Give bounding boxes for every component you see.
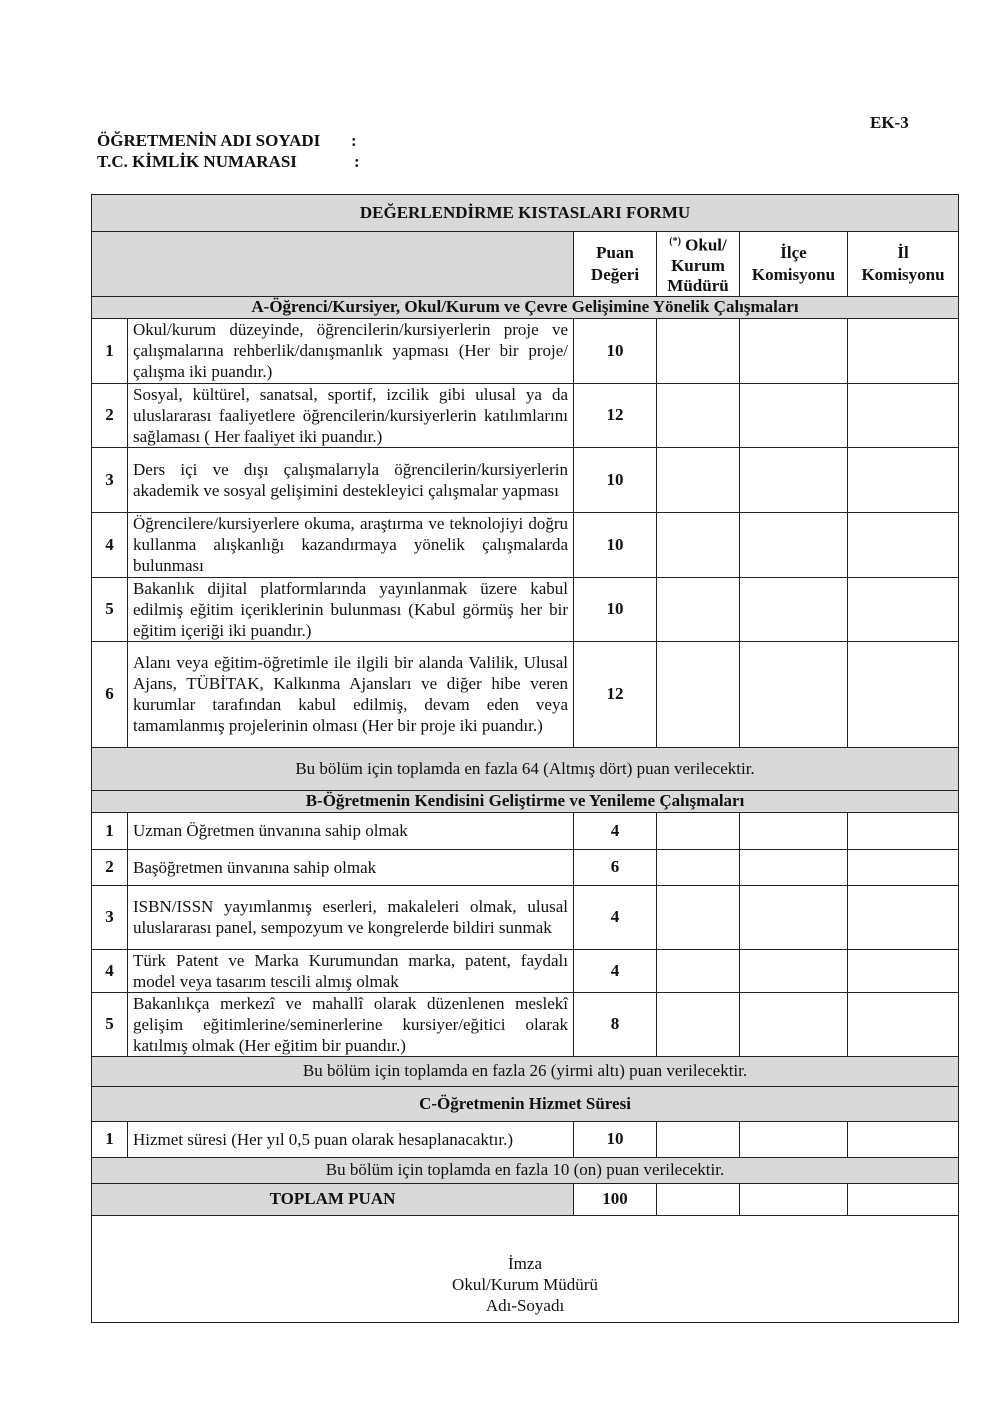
district-score-cell[interactable] [740, 1121, 848, 1157]
signature-label: İmza [508, 1253, 542, 1273]
criterion-text: Sosyal, kültürel, sanatsal, sportif, izcilik gibi ulusal ya da uluslararası faaliyetlere öğrencilerin/kursiyerlerin katılımlarını sağlaması ( Her faaliyet iki puandır.) [128, 383, 574, 447]
province-score-cell[interactable] [848, 992, 959, 1056]
principal-score-cell[interactable] [657, 849, 740, 885]
principal-score-cell[interactable] [657, 812, 740, 849]
province-score-cell[interactable] [848, 1121, 959, 1157]
table-row [92, 447, 959, 512]
province-total-cell[interactable] [848, 1183, 959, 1215]
row-number: 2 [92, 383, 128, 447]
district-score-cell[interactable] [740, 949, 848, 992]
table-row [92, 992, 959, 1056]
criterion-text: Ders içi ve dışı çalışmalarıyla öğrencilerin/kursiyerlerin akademik ve sosyal gelişimini destekleyici çalışmalar yapması [128, 447, 574, 512]
table-row [92, 318, 959, 383]
table-row [92, 1121, 959, 1157]
table-row [92, 812, 959, 849]
table-row [92, 885, 959, 949]
row-number: 3 [92, 885, 128, 949]
row-number: 2 [92, 849, 128, 885]
row-number: 5 [92, 992, 128, 1056]
form-title: DEĞERLENDİRME KISTASLARI FORMU [92, 195, 959, 232]
criterion-text: Bakanlık dijital platformlarında yayınlanmak üzere kabul edilmiş eğitim içeriklerinin bulunması (Kabul görmüş her bir eğitim içeriği iki puandır.) [128, 577, 574, 641]
principal-score-cell[interactable] [657, 885, 740, 949]
criterion-text: Okul/kurum düzeyinde, öğrencilerin/kursiyerlerin proje ve çalışmalarına rehberlik/danışmanlık yapması (Her bir proje/çalışma iki puandır.) [128, 318, 574, 383]
teacher-name-colon: : [351, 131, 357, 150]
province-score-cell[interactable] [848, 577, 959, 641]
criterion-text: Başöğretmen ünvanına sahip olmak [128, 849, 574, 885]
section-c-note: Bu bölüm için toplamda en fazla 10 (on) puan verilecektir. [92, 1157, 959, 1183]
district-score-cell[interactable] [740, 641, 848, 747]
tc-id-colon: : [354, 152, 360, 171]
tc-id-field [97, 152, 360, 172]
points-value: 10 [574, 1121, 657, 1157]
asterisk-note-mark: (*) [669, 236, 681, 247]
principal-score-cell[interactable] [657, 1121, 740, 1157]
province-score-cell[interactable] [848, 512, 959, 577]
district-score-cell[interactable] [740, 992, 848, 1056]
points-value: 12 [574, 383, 657, 447]
principal-score-cell[interactable] [657, 992, 740, 1056]
total-label: TOPLAM PUAN [92, 1183, 574, 1215]
teacher-name-field [97, 131, 357, 151]
points-value: 4 [574, 949, 657, 992]
province-score-cell[interactable] [848, 383, 959, 447]
province-score-cell[interactable] [848, 849, 959, 885]
district-score-cell[interactable] [740, 383, 848, 447]
district-score-cell[interactable] [740, 577, 848, 641]
teacher-name-label: ÖĞRETMENİN ADI SOYADI [97, 131, 321, 150]
signature-block [92, 1215, 959, 1322]
points-value: 10 [574, 447, 657, 512]
row-number: 1 [92, 1121, 128, 1157]
criterion-text: Alanı veya eğitim-öğretimle ile ilgili bir alanda Valilik, Ulusal Ajans, TÜBİTAK, Kalkınma Ajansları ve diğer hibe veren kurumlar tarafından kabul edilmiş, devam eden veya tamamlanmış projelerinin olması (Her bir proje iki puandır.) [128, 641, 574, 747]
evaluation-criteria-table [91, 194, 959, 1323]
district-score-cell[interactable] [740, 812, 848, 849]
province-score-cell[interactable] [848, 812, 959, 849]
points-value: 4 [574, 885, 657, 949]
district-commission-header: İlçe Komisyonu [740, 232, 848, 297]
principal-score-cell[interactable] [657, 383, 740, 447]
document-code: EK-3 [870, 113, 909, 132]
criterion-text: ISBN/ISSN yayımlanmış eserleri, makaleleri olmak, ulusal uluslararası panel, sempozyum ve kongrelerde bildiri sunmak [128, 885, 574, 949]
table-row [92, 512, 959, 577]
district-total-cell[interactable] [740, 1183, 848, 1215]
points-value: 4 [574, 812, 657, 849]
criteria-header-empty [92, 232, 574, 297]
principal-score-cell[interactable] [657, 949, 740, 992]
points-value: 10 [574, 512, 657, 577]
principal-total-cell[interactable] [657, 1183, 740, 1215]
row-number: 4 [92, 949, 128, 992]
province-commission-header: İl Komisyonu [848, 232, 959, 297]
province-score-cell[interactable] [848, 885, 959, 949]
criterion-text: Hizmet süresi (Her yıl 0,5 puan olarak hesaplanacaktır.) [128, 1121, 574, 1157]
principal-score-cell[interactable] [657, 447, 740, 512]
table-row [92, 949, 959, 992]
total-row [92, 1183, 959, 1215]
principal-score-cell[interactable] [657, 512, 740, 577]
points-value: 10 [574, 318, 657, 383]
table-row [92, 577, 959, 641]
section-b-note: Bu bölüm için toplamda en fazla 26 (yirmi altı) puan verilecektir. [92, 1056, 959, 1086]
principal-score-cell[interactable] [657, 641, 740, 747]
points-value: 12 [574, 641, 657, 747]
criterion-text: Öğrencilere/kursiyerlere okuma, araştırma ve teknolojiyi doğru kullanma alışkanlığı kazandırmaya yönelik çalışmalarda bulunması [128, 512, 574, 577]
row-number: 3 [92, 447, 128, 512]
province-score-cell[interactable] [848, 949, 959, 992]
district-score-cell[interactable] [740, 885, 848, 949]
district-score-cell[interactable] [740, 318, 848, 383]
total-points: 100 [574, 1183, 657, 1215]
table-row [92, 849, 959, 885]
district-score-cell[interactable] [740, 512, 848, 577]
province-score-cell[interactable] [848, 641, 959, 747]
table-row [92, 383, 959, 447]
row-number: 1 [92, 812, 128, 849]
signature-title: Okul/Kurum Müdürü [452, 1274, 598, 1294]
row-number: 6 [92, 641, 128, 747]
principal-score-cell[interactable] [657, 577, 740, 641]
table-row [92, 641, 959, 747]
province-score-cell[interactable] [848, 447, 959, 512]
district-score-cell[interactable] [740, 849, 848, 885]
criterion-text: Bakanlıkça merkezî ve mahallî olarak düzenlenen meslekî gelişim eğitimlerine/seminerlerine kursiyer/eğitici olarak katılmış olmak (Her eğitim bir puandır.) [128, 992, 574, 1056]
criterion-text: Türk Patent ve Marka Kurumundan marka, patent, faydalı model veya tasarım tescili almış olmak [128, 949, 574, 992]
criterion-text: Uzman Öğretmen ünvanına sahip olmak [128, 812, 574, 849]
province-score-cell[interactable] [848, 318, 959, 383]
section-a-title: A-Öğrenci/Kursiyer, Okul/Kurum ve Çevre Gelişimine Yönelik Çalışmaları [92, 296, 959, 318]
column-header-row [92, 232, 959, 297]
signature-name: Adı-Soyadı [485, 1295, 565, 1315]
row-number: 1 [92, 318, 128, 383]
section-a-note: Bu bölüm için toplamda en fazla 64 (Altmış dört) puan verilecektir. [92, 747, 959, 790]
row-number: 4 [92, 512, 128, 577]
points-value: 6 [574, 849, 657, 885]
section-b-title: B-Öğretmenin Kendisini Geliştirme ve Yenileme Çalışmaları [92, 790, 959, 812]
principal-score-cell[interactable] [657, 318, 740, 383]
district-score-cell[interactable] [740, 447, 848, 512]
tc-id-label: T.C. KİMLİK NUMARASI [97, 152, 297, 171]
row-number: 5 [92, 577, 128, 641]
points-value-header: Puan Değeri [574, 232, 657, 297]
section-c-title: C-Öğretmenin Hizmet Süresi [92, 1086, 959, 1121]
points-value: 10 [574, 577, 657, 641]
principal-header: (*) Okul/ Kurum Müdürü [657, 232, 740, 297]
points-value: 8 [574, 992, 657, 1056]
